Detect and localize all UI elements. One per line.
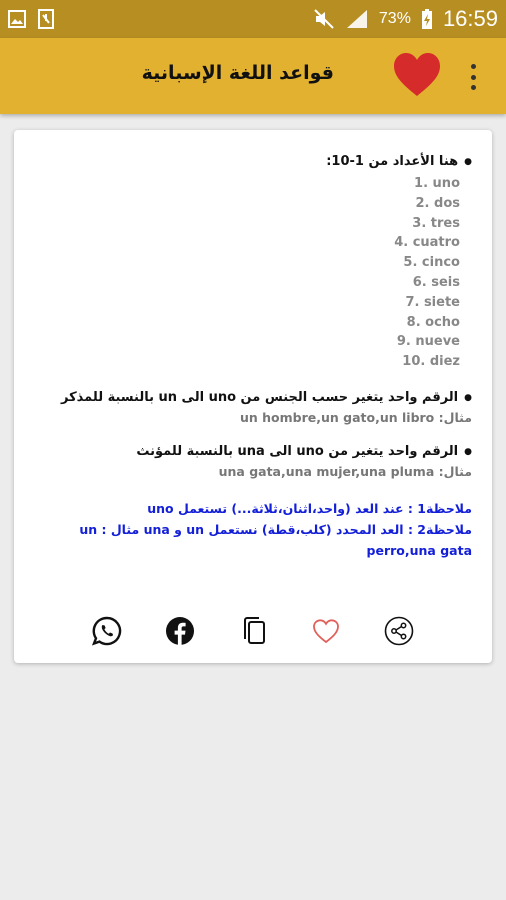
favorite-button[interactable] [311,616,341,646]
more-vert-icon[interactable] [465,62,481,92]
list-item: 3. tres [412,215,460,231]
lesson-content [32,152,472,561]
status-bar [0,0,506,38]
battery-percent: 73% [378,10,411,27]
numbers-intro: ● هنا الأعداد من 1-10: [32,152,472,172]
mute-icon [313,8,335,30]
lesson-card [14,130,492,663]
list-item: 1. uno [414,176,460,191]
list-item: 5. cinco [403,255,460,271]
clock: 16:59 [442,6,498,31]
list-item: 4. cuatro [394,235,460,251]
note-1: ملاحظة1 : عند العد (واحد،اثنان،ثلاثة...) تستعمل uno [147,500,472,516]
share-icon [384,616,414,646]
feminine-rule: ● الرقم واحد يتغير من uno الى una بالنسبة للمؤنث [32,442,472,462]
list-item: 6. seis [412,274,460,290]
share-button[interactable] [384,616,414,646]
list-item: 9. nueve [396,334,460,350]
copy-icon [239,616,269,646]
app-bar [0,38,506,114]
notification-icons [8,9,54,29]
heart-icon[interactable] [392,52,442,98]
list-item: 10. diez [402,354,460,370]
battery-charging-icon [421,8,433,30]
image-notification-icon [8,10,26,28]
signal-icon [345,8,369,30]
facebook-icon [165,616,195,646]
note-2: ملاحظة2 : العد المحدد (كلب،قطة) نستعمل un و una مثال : un perro,una gata [79,521,472,558]
whatsapp-icon [92,616,122,646]
action-bar [14,608,492,652]
list-item: 8. ocho [406,314,460,330]
whatsapp-share-button[interactable] [92,616,122,646]
list-item: 7. siete [405,294,460,310]
copy-button[interactable] [239,616,269,646]
download-notification-icon [38,9,54,29]
facebook-share-button[interactable] [165,616,195,646]
masculine-rule: ● الرقم واحد يتغير حسب الجنس من uno الى un بالنسبة للمذكر [32,388,472,408]
heart-outline-icon [311,616,341,646]
numbers-list [32,174,460,372]
list-item: 2. dos [415,195,460,211]
masculine-example: مثال: un hombre,un gato,un libro [240,409,472,425]
app-title: قواعد اللغة الإسبانية [141,62,334,84]
feminine-example: مثال: una gata,una mujer,una pluma [218,463,472,479]
